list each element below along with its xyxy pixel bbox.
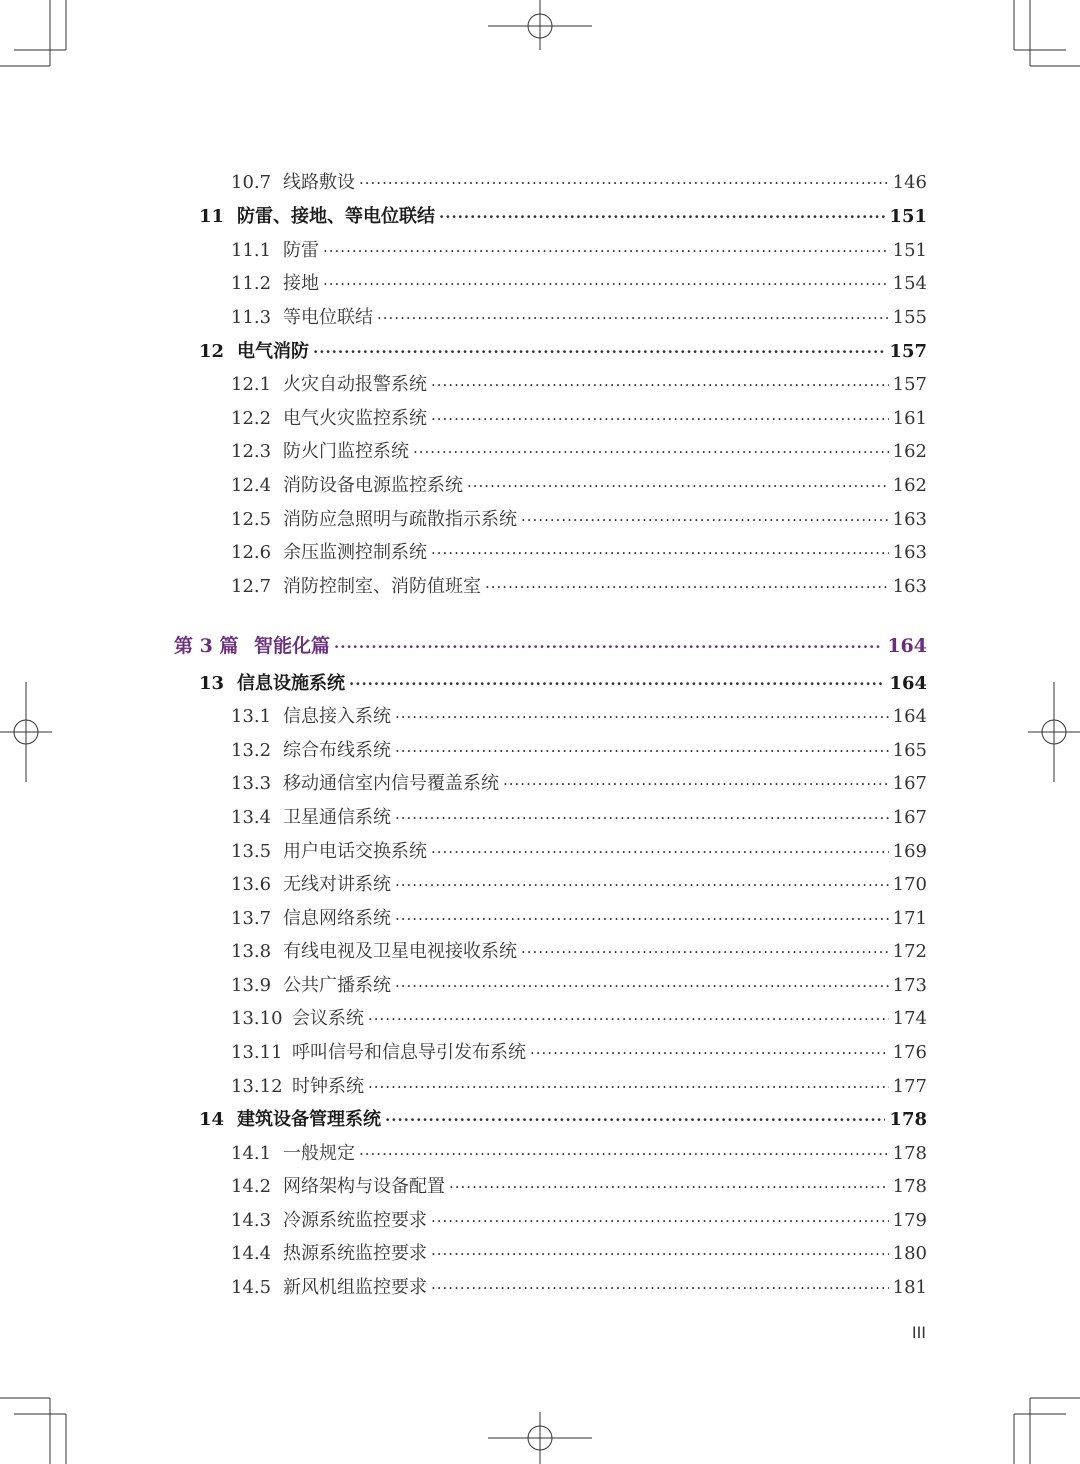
part-page: 164 xyxy=(887,635,927,657)
entry-number: 14 xyxy=(199,1109,225,1130)
entry-title: 会议系统 xyxy=(292,1008,364,1029)
entry-title: 防火门监控系统 xyxy=(283,441,409,462)
entry-page: 171 xyxy=(892,908,927,929)
entry-title: 热源系统监控要求 xyxy=(283,1243,427,1264)
entry-page: 163 xyxy=(892,509,927,530)
dot-leader xyxy=(323,270,889,298)
dot-leader xyxy=(521,938,889,966)
entry-title: 防雷、接地、等电位联结 xyxy=(237,206,435,227)
dot-leader xyxy=(431,405,889,433)
dot-leader xyxy=(368,1005,889,1033)
toc-chapter xyxy=(199,338,927,366)
dot-leader xyxy=(503,770,889,798)
entry-page: 176 xyxy=(892,1042,927,1063)
entry-number: 13.5 xyxy=(231,841,272,862)
toc-entry xyxy=(231,770,927,798)
entry-page: 154 xyxy=(892,273,927,294)
entry-number: 13.2 xyxy=(231,740,272,761)
entry-title: 新风机组监控要求 xyxy=(283,1277,427,1298)
entry-number: 14.4 xyxy=(231,1243,272,1264)
entry-title: 等电位联结 xyxy=(283,307,373,328)
entry-title: 防雷 xyxy=(283,240,319,261)
entry-page: 179 xyxy=(892,1210,927,1231)
entry-number: 11.2 xyxy=(231,273,272,294)
toc-entry xyxy=(231,871,927,899)
entry-page: 164 xyxy=(892,706,927,727)
entry-title: 电气火灾监控系统 xyxy=(283,408,427,429)
toc-entry xyxy=(231,1240,927,1268)
toc-entry xyxy=(231,405,927,433)
toc-entry xyxy=(231,1005,927,1033)
toc-entry xyxy=(231,472,927,500)
entry-number: 12.1 xyxy=(231,374,272,395)
entry-title: 信息设施系统 xyxy=(237,673,345,694)
entry-number: 13.9 xyxy=(231,975,272,996)
entry-page: 162 xyxy=(892,441,927,462)
dot-leader xyxy=(395,972,889,1000)
entry-page: 170 xyxy=(892,874,927,895)
entry-title: 冷源系统监控要求 xyxy=(283,1210,427,1231)
toc-entry xyxy=(231,169,927,197)
entry-page: 161 xyxy=(892,408,927,429)
entry-title: 用户电话交换系统 xyxy=(283,841,427,862)
entry-page: 178 xyxy=(892,1143,927,1164)
entry-number: 12.7 xyxy=(231,576,272,597)
toc-entry xyxy=(231,905,927,933)
dot-leader xyxy=(467,472,889,500)
entry-page: 178 xyxy=(892,1176,927,1197)
entry-number: 13.7 xyxy=(231,908,272,929)
page-folio: III xyxy=(911,1323,926,1342)
entry-page: 157 xyxy=(892,374,927,395)
entry-number: 13.12 xyxy=(231,1076,283,1097)
entry-page: 174 xyxy=(892,1008,927,1029)
toc-entry xyxy=(231,1274,927,1302)
dot-leader xyxy=(395,871,889,899)
toc-entry xyxy=(231,703,927,731)
dot-leader xyxy=(521,506,889,534)
entry-number: 11.3 xyxy=(231,307,272,328)
toc-chapter xyxy=(199,203,927,231)
entry-number: 10.7 xyxy=(231,172,272,193)
dot-leader xyxy=(313,338,885,366)
dot-leader xyxy=(368,1073,889,1101)
toc-chapter xyxy=(199,1106,927,1134)
part-title: 智能化篇 xyxy=(254,635,331,657)
entry-title: 卫星通信系统 xyxy=(283,807,391,828)
dot-leader xyxy=(449,1173,889,1201)
dot-leader xyxy=(359,169,889,197)
dot-leader xyxy=(377,304,889,332)
entry-number: 13.1 xyxy=(231,706,272,727)
dot-leader xyxy=(413,438,889,466)
entry-page: 180 xyxy=(892,1243,927,1264)
entry-page: 167 xyxy=(892,773,927,794)
dot-leader xyxy=(395,737,889,765)
entry-page: 146 xyxy=(892,172,927,193)
entry-number: 12.6 xyxy=(231,542,272,563)
entry-number: 12.2 xyxy=(231,408,272,429)
entry-page: 163 xyxy=(892,542,927,563)
toc-entry xyxy=(231,737,927,765)
dot-leader xyxy=(431,539,889,567)
entry-number: 13.10 xyxy=(231,1008,283,1029)
entry-number: 13 xyxy=(199,673,225,694)
entry-number: 12.4 xyxy=(231,475,272,496)
entry-number: 13.11 xyxy=(231,1042,283,1063)
toc-entry xyxy=(231,539,927,567)
toc-part xyxy=(174,632,927,660)
toc-chapter xyxy=(199,670,927,698)
entry-title: 有线电视及卫星电视接收系统 xyxy=(283,941,517,962)
entry-page: 169 xyxy=(892,841,927,862)
entry-number: 13.8 xyxy=(231,941,272,962)
entry-number: 14.3 xyxy=(231,1210,272,1231)
toc-entry xyxy=(231,438,927,466)
entry-title: 网络架构与设备配置 xyxy=(283,1176,445,1197)
dot-leader xyxy=(395,905,889,933)
entry-number: 12.5 xyxy=(231,509,272,530)
dot-leader xyxy=(431,1207,889,1235)
entry-number: 12.3 xyxy=(231,441,272,462)
dot-leader xyxy=(359,1140,889,1168)
part-number: 第 3 篇 xyxy=(174,635,239,657)
dot-leader xyxy=(395,804,889,832)
entry-page: 162 xyxy=(892,475,927,496)
toc-entry xyxy=(231,237,927,265)
dot-leader xyxy=(395,703,889,731)
entry-page: 157 xyxy=(889,341,927,362)
entry-page: 178 xyxy=(889,1109,927,1130)
entry-title: 公共广播系统 xyxy=(283,975,391,996)
entry-page: 155 xyxy=(892,307,927,328)
dot-leader xyxy=(431,1274,889,1302)
entry-number: 13.3 xyxy=(231,773,272,794)
toc-entry xyxy=(231,1173,927,1201)
entry-page: 177 xyxy=(892,1076,927,1097)
entry-page: 151 xyxy=(889,206,927,227)
toc-entry xyxy=(231,1207,927,1235)
entry-title: 火灾自动报警系统 xyxy=(283,374,427,395)
entry-number: 14.5 xyxy=(231,1277,272,1298)
entry-title: 建筑设备管理系统 xyxy=(237,1109,381,1130)
entry-page: 167 xyxy=(892,807,927,828)
entry-title: 电气消防 xyxy=(237,341,309,362)
toc-entry xyxy=(231,1039,927,1067)
entry-number: 14.1 xyxy=(231,1143,272,1164)
entry-title: 信息网络系统 xyxy=(283,908,391,929)
toc-entry xyxy=(231,573,927,601)
entry-title: 消防应急照明与疏散指示系统 xyxy=(283,509,517,530)
entry-number: 13.4 xyxy=(231,807,272,828)
entry-title: 时钟系统 xyxy=(292,1076,364,1097)
dot-leader xyxy=(431,371,889,399)
toc-entry xyxy=(231,838,927,866)
toc-entry xyxy=(231,304,927,332)
entry-number: 14.2 xyxy=(231,1176,272,1197)
entry-title: 呼叫信号和信息导引发布系统 xyxy=(292,1042,526,1063)
entry-page: 181 xyxy=(892,1277,927,1298)
dot-leader xyxy=(385,1106,885,1134)
entry-page: 151 xyxy=(892,240,927,261)
entry-title: 消防设备电源监控系统 xyxy=(283,475,463,496)
dot-leader xyxy=(530,1039,889,1067)
dot-leader xyxy=(431,838,889,866)
dot-leader xyxy=(439,203,885,231)
entry-number: 13.6 xyxy=(231,874,272,895)
toc-entry xyxy=(231,972,927,1000)
toc-entry xyxy=(231,371,927,399)
entry-title: 综合布线系统 xyxy=(283,740,391,761)
toc-entry xyxy=(231,1140,927,1168)
entry-number: 11.1 xyxy=(231,240,272,261)
dot-leader xyxy=(349,670,885,698)
dot-leader xyxy=(485,573,889,601)
entry-page: 164 xyxy=(889,673,927,694)
entry-number: 12 xyxy=(199,341,225,362)
entry-title: 移动通信室内信号覆盖系统 xyxy=(283,773,499,794)
entry-page: 173 xyxy=(892,975,927,996)
entry-title: 无线对讲系统 xyxy=(283,874,391,895)
dot-leader xyxy=(431,1240,889,1268)
entry-title: 余压监测控制系统 xyxy=(283,542,427,563)
toc-entry xyxy=(231,270,927,298)
dot-leader xyxy=(323,237,889,265)
entry-title: 一般规定 xyxy=(283,1143,355,1164)
toc-entry xyxy=(231,938,927,966)
toc-entry xyxy=(231,1073,927,1101)
entry-number: 11 xyxy=(199,206,225,227)
entry-title: 信息接入系统 xyxy=(283,706,391,727)
entry-page: 165 xyxy=(892,740,927,761)
entry-title: 线路敷设 xyxy=(283,172,355,193)
entry-page: 163 xyxy=(892,576,927,597)
dot-leader xyxy=(334,633,883,661)
toc-entry xyxy=(231,506,927,534)
toc-entry xyxy=(231,804,927,832)
entry-page: 172 xyxy=(892,941,927,962)
entry-title: 接地 xyxy=(283,273,319,294)
entry-title: 消防控制室、消防值班室 xyxy=(283,576,481,597)
